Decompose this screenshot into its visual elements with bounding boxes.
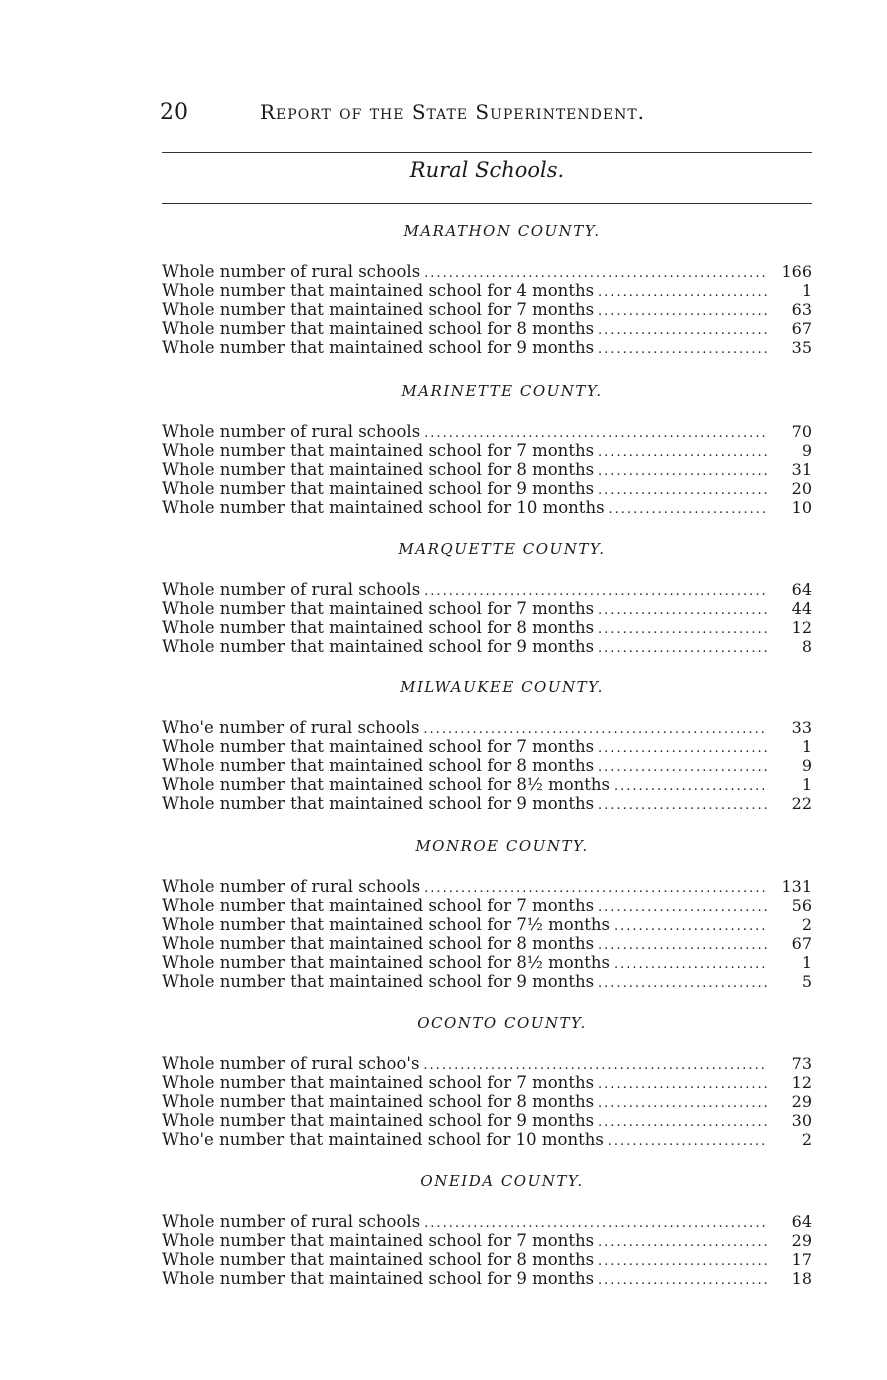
dot-leader	[598, 1233, 768, 1252]
dot-leader	[598, 739, 768, 758]
table-row	[162, 737, 812, 756]
dot-leader	[598, 283, 768, 302]
dot-leader	[614, 777, 768, 796]
row-value: 9	[801, 756, 812, 775]
table-row	[162, 338, 812, 357]
row-value: 1	[801, 281, 812, 300]
county-section	[162, 835, 812, 991]
row-value: 70	[791, 422, 812, 441]
row-value: 33	[791, 718, 812, 737]
dot-leader	[598, 796, 768, 815]
running-head: Report of the State Superintendent.	[260, 100, 646, 124]
row-label: Whole number that maintained school for 8 months	[162, 934, 595, 953]
county-section	[162, 676, 812, 813]
row-value: 166	[781, 262, 812, 281]
row-label: Whole number that maintained school for 7½ months	[162, 915, 611, 934]
table-row	[162, 479, 812, 498]
table-row	[162, 300, 812, 319]
row-label: Whole number that maintained school for 8½ months	[162, 953, 611, 972]
table-row	[162, 637, 812, 656]
page-header	[160, 96, 810, 130]
row-label: Whole number that maintained school for 8 months	[162, 1250, 595, 1269]
row-label: Whole number that maintained school for 7 months	[162, 599, 595, 618]
table-row	[162, 1269, 812, 1288]
row-value: 9	[801, 441, 812, 460]
row-value: 10	[791, 498, 812, 517]
row-label: Whole number that maintained school for 8 months	[162, 618, 595, 637]
row-label: Whole number of rural schoo's	[162, 1054, 420, 1073]
row-label: Whole number that maintained school for 8 months	[162, 460, 595, 479]
table-row	[162, 498, 812, 517]
row-label: Whole number that maintained school for 9 months	[162, 479, 595, 498]
row-label: Whole number that maintained school for 9 months	[162, 972, 595, 991]
row-value: 12	[791, 1073, 812, 1092]
row-label: Whole number that maintained school for 7 months	[162, 300, 595, 319]
table-row	[162, 1073, 812, 1092]
row-value: 2	[801, 1130, 812, 1149]
row-value: 44	[791, 599, 812, 618]
table-row	[162, 1111, 812, 1130]
county-rows	[162, 718, 812, 813]
table-row	[162, 794, 812, 813]
row-label: Whole number that maintained school for 7 months	[162, 1231, 595, 1250]
row-label: Whole number that maintained school for 9 months	[162, 1269, 595, 1288]
dot-leader	[598, 620, 768, 639]
table-row	[162, 877, 812, 896]
row-label: Whole number of rural schools	[162, 877, 421, 896]
row-label: Whole number of rural schools	[162, 580, 421, 599]
dot-leader	[608, 1132, 768, 1151]
row-value: 29	[791, 1092, 812, 1111]
dot-leader	[598, 1252, 768, 1271]
row-value: 35	[791, 338, 812, 357]
dot-leader	[598, 601, 768, 620]
row-value: 1	[801, 953, 812, 972]
row-value: 5	[801, 972, 812, 991]
table-row	[162, 1092, 812, 1111]
dot-leader	[598, 898, 768, 917]
row-label: Whole number of rural schools	[162, 422, 421, 441]
row-value: 64	[791, 580, 812, 599]
row-label: Whole number that maintained school for 7 months	[162, 737, 595, 756]
county-rows	[162, 1054, 812, 1149]
county-section	[162, 220, 812, 357]
row-label: Whole number that maintained school for 8 months	[162, 1092, 595, 1111]
dot-leader	[598, 974, 768, 993]
row-value: 67	[791, 934, 812, 953]
dot-leader	[598, 462, 768, 481]
row-value: 1	[801, 737, 812, 756]
table-row	[162, 262, 812, 281]
table-row	[162, 618, 812, 637]
county-rows	[162, 422, 812, 517]
row-value: 63	[791, 300, 812, 319]
row-label: Whole number that maintained school for 4 months	[162, 281, 595, 300]
county-section	[162, 1012, 812, 1149]
row-value: 2	[801, 915, 812, 934]
county-section	[162, 380, 812, 517]
header-rule-top	[162, 152, 812, 153]
row-label: Whole number that maintained school for 8½ months	[162, 775, 611, 794]
row-value: 12	[791, 618, 812, 637]
table-row	[162, 934, 812, 953]
dot-leader	[614, 917, 768, 936]
dot-leader	[598, 481, 768, 500]
table-row	[162, 1231, 812, 1250]
row-label: Whole number that maintained school for 8 months	[162, 319, 595, 338]
dot-leader	[598, 936, 768, 955]
county-name: MARINETTE COUNTY.	[401, 382, 603, 400]
table-row	[162, 953, 812, 972]
row-value: 8	[801, 637, 812, 656]
county-name: ONEIDA COUNTY.	[420, 1172, 584, 1190]
dot-leader	[598, 1075, 768, 1094]
dot-leader	[598, 302, 768, 321]
county-rows	[162, 1212, 812, 1288]
county-section	[162, 538, 812, 656]
row-label: Whole number that maintained school for 9 months	[162, 1111, 595, 1130]
row-value: 73	[791, 1054, 812, 1073]
page-number: 20	[160, 100, 188, 125]
dot-leader	[609, 500, 768, 519]
table-row	[162, 281, 812, 300]
row-label: Whole number that maintained school for 8 months	[162, 756, 595, 775]
row-value: 31	[791, 460, 812, 479]
table-row	[162, 1250, 812, 1269]
row-label: Whole number that maintained school for 7 months	[162, 1073, 595, 1092]
row-value: 131	[781, 877, 812, 896]
dot-leader	[598, 1094, 768, 1113]
table-row	[162, 1212, 812, 1231]
row-value: 20	[791, 479, 812, 498]
county-name: MARQUETTE COUNTY.	[398, 540, 606, 558]
county-name: MONROE COUNTY.	[415, 837, 589, 855]
row-value: 18	[791, 1269, 812, 1288]
dot-leader	[598, 340, 768, 359]
row-value: 30	[791, 1111, 812, 1130]
row-label: Whole number that maintained school for 10 months	[162, 498, 605, 517]
table-row	[162, 756, 812, 775]
table-row	[162, 319, 812, 338]
row-label: Who'e number of rural schools	[162, 718, 420, 737]
table-row	[162, 422, 812, 441]
row-label: Whole number that maintained school for 9 months	[162, 637, 595, 656]
row-label: Whole number that maintained school for 7 months	[162, 441, 595, 460]
table-row	[162, 718, 812, 737]
table-row	[162, 915, 812, 934]
county-rows	[162, 877, 812, 991]
county-name: MARATHON COUNTY.	[403, 222, 601, 240]
row-value: 67	[791, 319, 812, 338]
dot-leader	[598, 443, 768, 462]
row-value: 64	[791, 1212, 812, 1231]
row-value: 29	[791, 1231, 812, 1250]
table-row	[162, 580, 812, 599]
table-row	[162, 441, 812, 460]
county-rows	[162, 580, 812, 656]
row-label: Whole number that maintained school for 9 months	[162, 794, 595, 813]
row-value: 56	[791, 896, 812, 915]
table-row	[162, 1130, 812, 1149]
table-row	[162, 1054, 812, 1073]
table-row	[162, 460, 812, 479]
row-label: Who'e number that maintained school for 10 months	[162, 1130, 604, 1149]
county-rows	[162, 262, 812, 357]
row-value: 1	[801, 775, 812, 794]
row-value: 17	[791, 1250, 812, 1269]
dot-leader	[598, 639, 768, 658]
row-label: Whole number that maintained school for 9 months	[162, 338, 595, 357]
dot-leader	[598, 1271, 768, 1290]
dot-leader	[614, 955, 768, 974]
county-name: MILWAUKEE COUNTY.	[400, 678, 604, 696]
table-row	[162, 599, 812, 618]
dot-leader	[598, 758, 768, 777]
row-label: Whole number of rural schools	[162, 262, 421, 281]
county-name: OCONTO COUNTY.	[417, 1014, 587, 1032]
section-title: Rural Schools.	[409, 158, 565, 182]
dot-leader	[598, 321, 768, 340]
row-value: 22	[791, 794, 812, 813]
table-row	[162, 972, 812, 991]
header-rule-bottom	[162, 203, 812, 204]
dot-leader	[598, 1113, 768, 1132]
row-label: Whole number of rural schools	[162, 1212, 421, 1231]
table-row	[162, 896, 812, 915]
row-label: Whole number that maintained school for 7 months	[162, 896, 595, 915]
county-section	[162, 1170, 812, 1288]
table-row	[162, 775, 812, 794]
